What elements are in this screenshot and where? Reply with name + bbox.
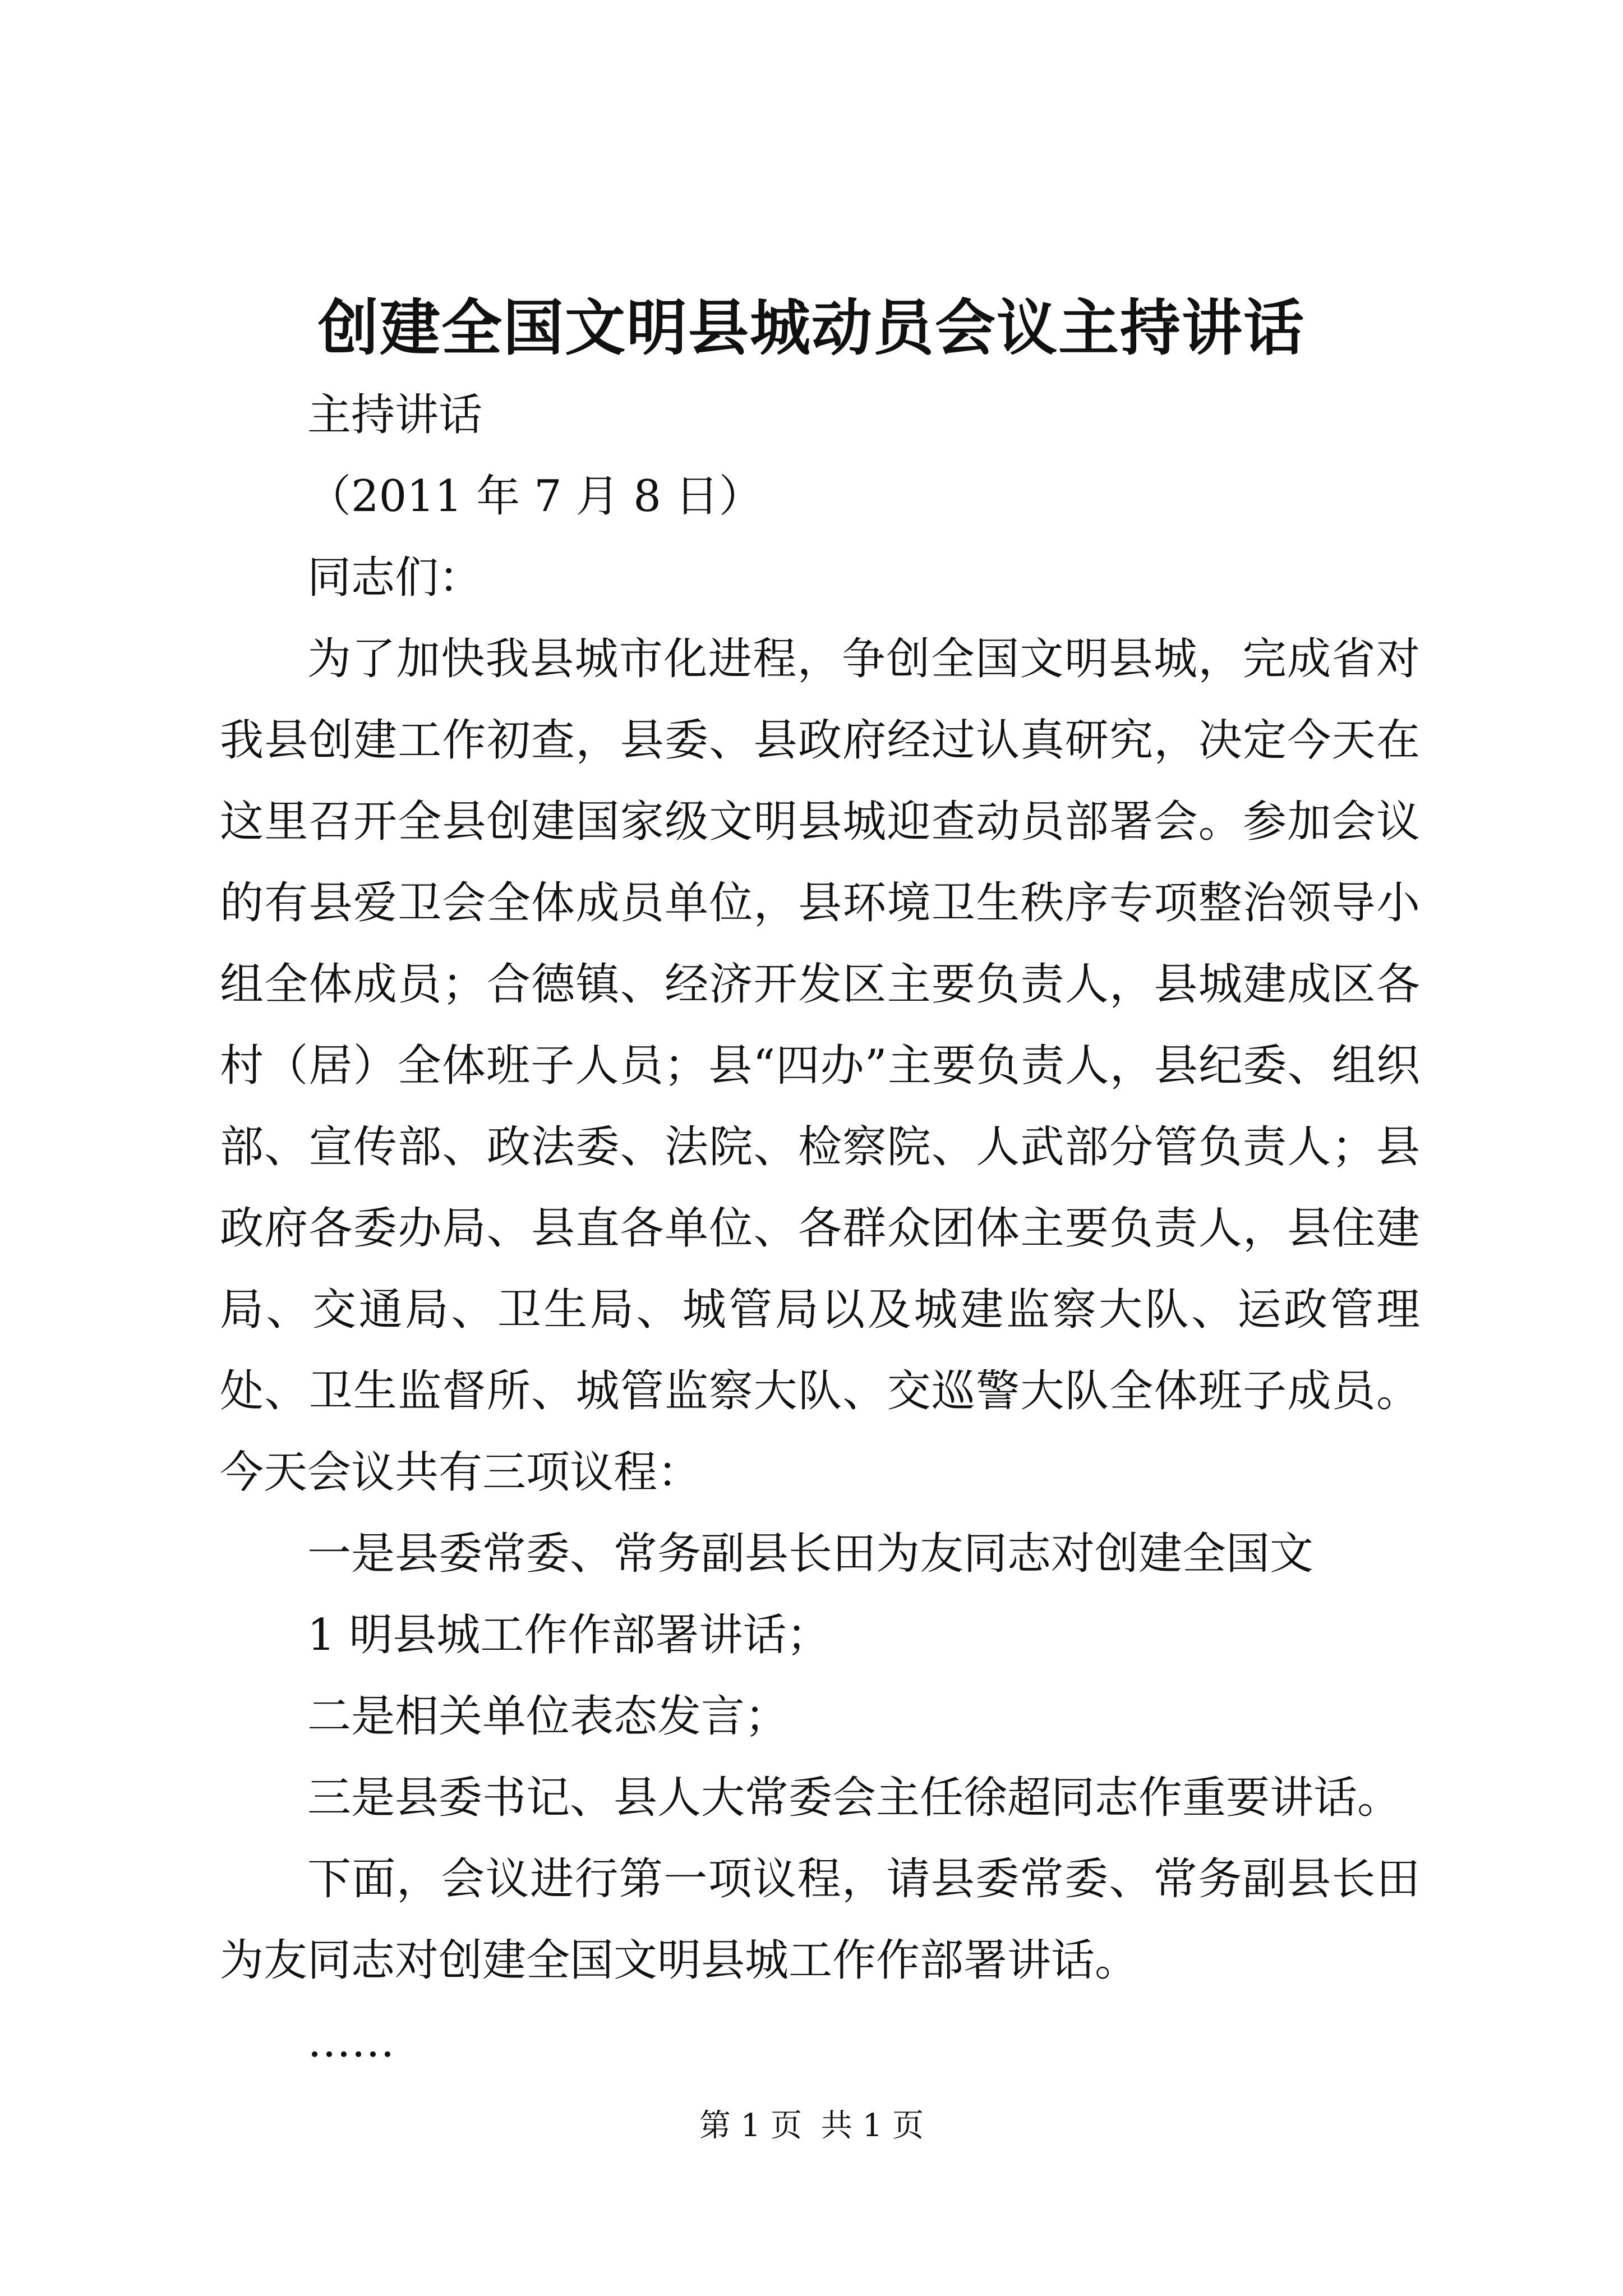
paragraph-agenda-1: 一是县委常委、常务副县长田为友同志对创建全国文 [307,1529,1314,1579]
paragraph-next: 下面，会议进行第一项议程，请县委常委、常务副县长田为友同志对创建全国文明县城工作作部署讲话。 [220,1854,1420,1986]
paragraph-ellipsis: …… [307,2017,395,2067]
page-footer [0,2104,1623,2148]
document-body [220,375,1420,2083]
paragraph-subtitle: 主持讲话 [307,390,483,440]
paragraph-agenda-3: 三是县委书记、县人大常委会主任徐超同志作重要讲话。 [307,1773,1401,1823]
paragraph-date: （2011 年 7 月 8 日） [307,471,763,522]
page-number: 第 1 页 [699,2108,803,2144]
page-total: 共 1 页 [820,2108,924,2144]
paragraph-agenda-1-cont: 1 明县城工作作部署讲话； [307,1610,831,1660]
document-title: 创建全国文明县城动员会议主持讲话 [317,293,1305,364]
paragraph-agenda-2: 二是相关单位表态发言； [307,1691,789,1742]
paragraph-intro: 为了加快我县城市化进程，争创全国文明县城，完成省对我县创建工作初查，县委、县政府经过认真研究，决定今天在这里召开全县创建国家级文明县城迎查动员部署会。参加会议的有县爱卫会全体成员单位，县环境卫生秩序专项整治领导小组全体成员；合德镇、经济开发区主要负责人，县城建成区各村（居）全体班子人员；县“四办”主要负责人，县纪委、组织部、宣传部、政法委、法院、检察院、人武部分管负责人；县政府各委办局、县直各单位、各群众团体主要负责人，县住建局、交通局、卫生局、城管局以及城建监察大队、运政管理处、卫生监督所、城管监察大队、交巡警大队全体班子成员。今天会议共有三项议程： [220,634,1420,1498]
paragraph-salutation: 同志们： [307,553,483,603]
